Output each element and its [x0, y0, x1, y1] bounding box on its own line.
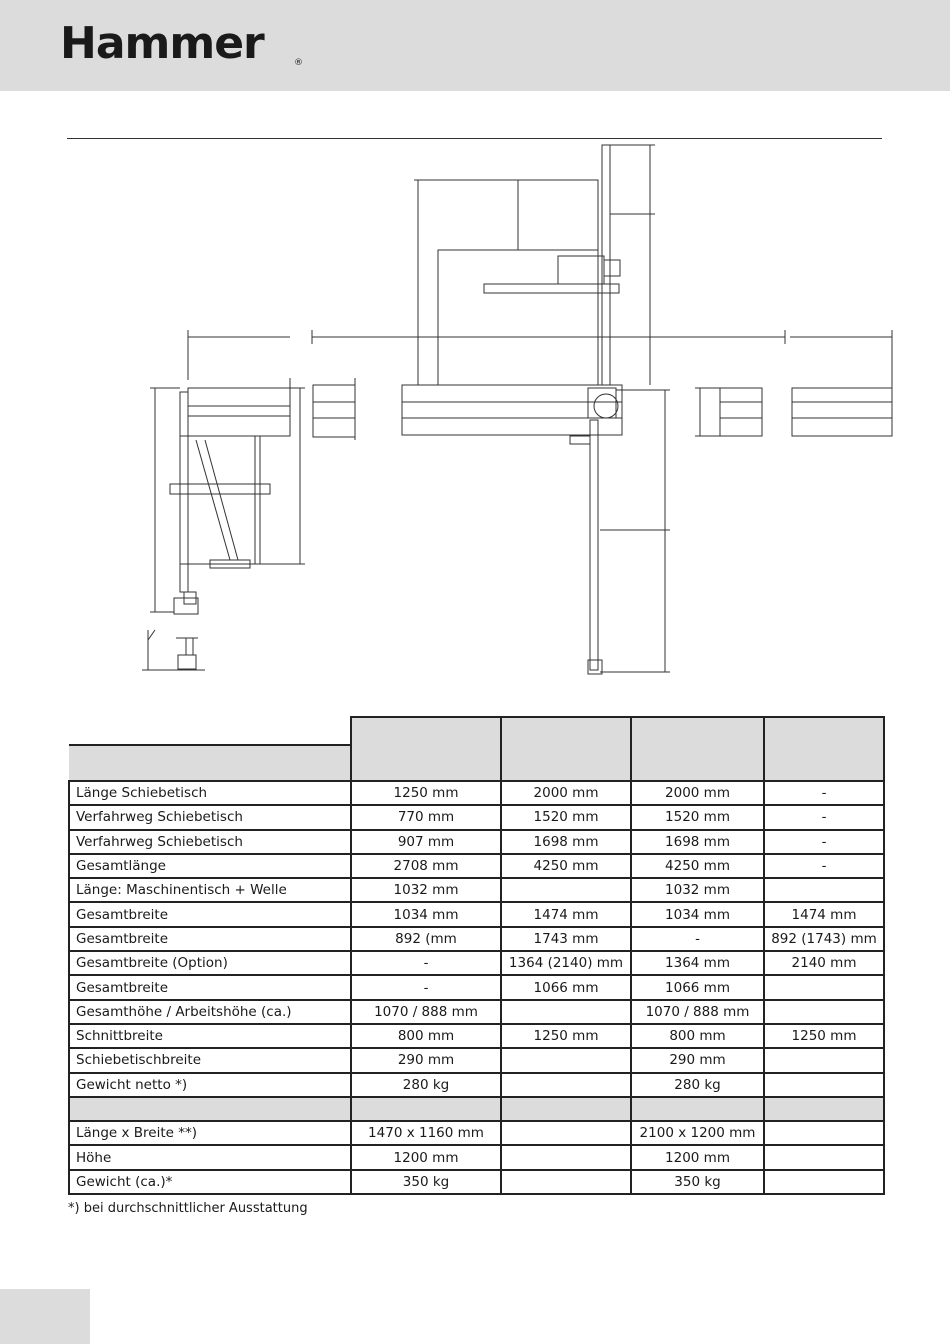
row-value: 1200 mm: [631, 1145, 764, 1169]
row-value: 1364 mm: [631, 951, 764, 975]
row-label: Gesamtlänge: [69, 854, 351, 878]
row-value: [764, 1000, 884, 1024]
row-value: [764, 1170, 884, 1194]
table-header-cell: [764, 717, 884, 781]
row-value: 1066 mm: [501, 975, 631, 999]
row-label: Gewicht (ca.)*: [69, 1170, 351, 1194]
row-value: 2708 mm: [351, 854, 501, 878]
row-value: 1470 x 1160 mm: [351, 1121, 501, 1145]
row-value: 1743 mm: [501, 927, 631, 951]
table-row: [69, 805, 884, 829]
row-label: Gesamthöhe / Arbeitshöhe (ca.): [69, 1000, 351, 1024]
table-row: [69, 1000, 884, 1024]
row-value: 350 kg: [351, 1170, 501, 1194]
row-value: 1698 mm: [631, 830, 764, 854]
row-value: -: [351, 975, 501, 999]
row-label: Gesamtbreite: [69, 975, 351, 999]
table-row: [69, 854, 884, 878]
row-value: 800 mm: [631, 1024, 764, 1048]
row-value: 290 mm: [351, 1048, 501, 1072]
row-value: -: [351, 951, 501, 975]
table-row: [69, 1145, 884, 1169]
row-value: [764, 975, 884, 999]
table-separator-cell: [351, 1097, 501, 1121]
row-label: Verfahrweg Schiebetisch: [69, 805, 351, 829]
section-right: [695, 388, 762, 436]
row-value: 1474 mm: [501, 902, 631, 926]
brand-logo: Hammer: [60, 18, 264, 69]
row-value: 800 mm: [351, 1024, 501, 1048]
row-value: 4250 mm: [631, 854, 764, 878]
section-rule: [67, 138, 882, 139]
section-far-right: [790, 330, 892, 436]
table-header-cell: [501, 717, 631, 781]
table-separator-row: [69, 1097, 884, 1121]
row-value: [764, 1073, 884, 1097]
row-value: 1070 / 888 mm: [351, 1000, 501, 1024]
table-separator-cell: [631, 1097, 764, 1121]
row-value: 280 kg: [631, 1073, 764, 1097]
row-value: 290 mm: [631, 1048, 764, 1072]
row-value: 1032 mm: [631, 878, 764, 902]
table-separator-cell: [764, 1097, 884, 1121]
row-value: 1698 mm: [501, 830, 631, 854]
table-row: [69, 1073, 884, 1097]
row-value: [764, 1048, 884, 1072]
table-row: [69, 878, 884, 902]
table-row: [69, 830, 884, 854]
specifications-table: [68, 716, 885, 1195]
row-value: [764, 1121, 884, 1145]
table-row: [69, 1024, 884, 1048]
table-row: [69, 1121, 884, 1145]
table-row: [69, 1048, 884, 1072]
row-value: 1034 mm: [631, 902, 764, 926]
table-header-cell: [631, 717, 764, 781]
row-value: 1364 (2140) mm: [501, 951, 631, 975]
row-value: -: [764, 830, 884, 854]
table-row: [69, 927, 884, 951]
section-left: [188, 330, 355, 440]
table-header-cell: [351, 717, 501, 781]
table-row: [69, 975, 884, 999]
row-value: [501, 1073, 631, 1097]
row-value: [501, 1145, 631, 1169]
row-value: 2100 x 1200 mm: [631, 1121, 764, 1145]
row-value: [501, 878, 631, 902]
row-value: 1520 mm: [501, 805, 631, 829]
front-view: [312, 145, 785, 674]
side-view: [142, 378, 305, 670]
row-label: Gesamtbreite (Option): [69, 951, 351, 975]
table-row: [69, 951, 884, 975]
row-value: 1032 mm: [351, 878, 501, 902]
row-value: -: [764, 854, 884, 878]
table-header-cell: [69, 717, 351, 781]
row-value: 4250 mm: [501, 854, 631, 878]
row-value: 1474 mm: [764, 902, 884, 926]
row-label: Schnittbreite: [69, 1024, 351, 1048]
row-label: Gewicht netto *): [69, 1073, 351, 1097]
row-value: 1250 mm: [501, 1024, 631, 1048]
registered-mark: ®: [294, 58, 303, 68]
row-value: [501, 1170, 631, 1194]
row-value: -: [631, 927, 764, 951]
row-value: 1200 mm: [351, 1145, 501, 1169]
row-value: 2000 mm: [631, 781, 764, 805]
row-value: 350 kg: [631, 1170, 764, 1194]
row-value: 1250 mm: [351, 781, 501, 805]
row-value: 892 (1743) mm: [764, 927, 884, 951]
row-label: Schiebetischbreite: [69, 1048, 351, 1072]
row-label: Verfahrweg Schiebetisch: [69, 830, 351, 854]
row-label: Höhe: [69, 1145, 351, 1169]
row-value: [764, 1145, 884, 1169]
row-value: -: [764, 805, 884, 829]
machine-dimension-drawing: [0, 140, 950, 685]
row-value: 1250 mm: [764, 1024, 884, 1048]
table-row: [69, 902, 884, 926]
row-value: 2140 mm: [764, 951, 884, 975]
row-value: 770 mm: [351, 805, 501, 829]
row-value: 892 (mm: [351, 927, 501, 951]
row-label: Länge x Breite **): [69, 1121, 351, 1145]
row-value: 907 mm: [351, 830, 501, 854]
row-value: 1034 mm: [351, 902, 501, 926]
row-value: 2000 mm: [501, 781, 631, 805]
row-label: Länge Schiebetisch: [69, 781, 351, 805]
row-label: Länge: Maschinentisch + Welle: [69, 878, 351, 902]
row-label: Gesamtbreite: [69, 902, 351, 926]
row-value: -: [764, 781, 884, 805]
row-value: 280 kg: [351, 1073, 501, 1097]
table-header-row: [69, 717, 884, 781]
table-row: [69, 781, 884, 805]
row-value: [764, 878, 884, 902]
row-value: [501, 1000, 631, 1024]
row-value: 1520 mm: [631, 805, 764, 829]
page-corner-block: [0, 1289, 90, 1344]
footnote: *) bei durchschnittlicher Ausstattung: [68, 1201, 308, 1216]
row-value: [501, 1048, 631, 1072]
table-separator-cell: [501, 1097, 631, 1121]
row-label: Gesamtbreite: [69, 927, 351, 951]
row-value: 1070 / 888 mm: [631, 1000, 764, 1024]
row-value: 1066 mm: [631, 975, 764, 999]
table-row: [69, 1170, 884, 1194]
row-value: [501, 1121, 631, 1145]
table-separator-cell: [69, 1097, 351, 1121]
